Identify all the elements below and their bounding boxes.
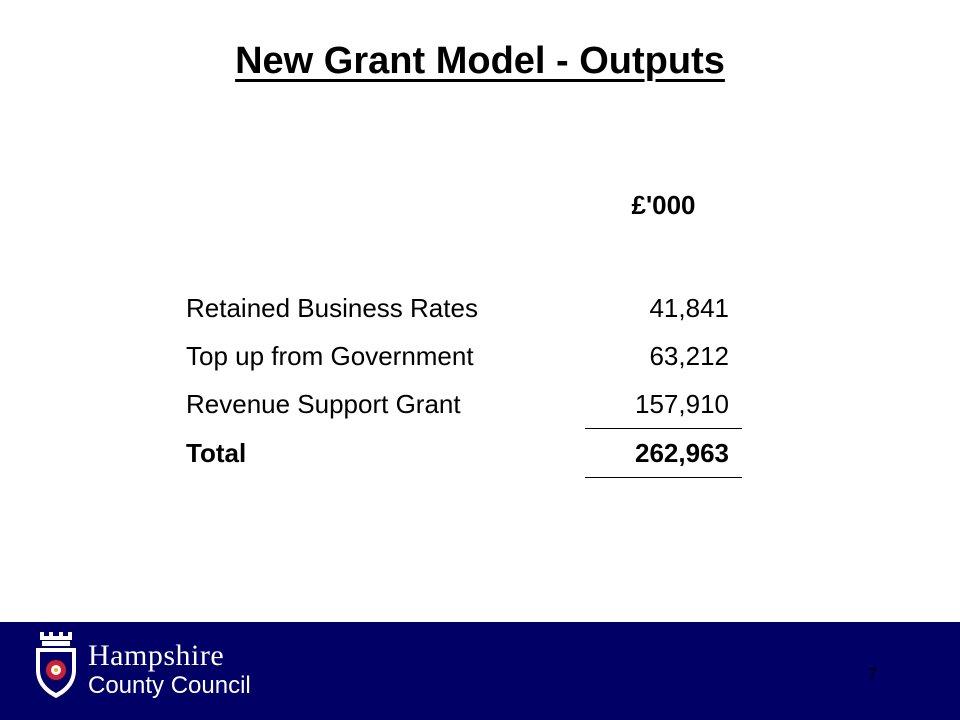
- hampshire-crest-icon: [30, 632, 82, 702]
- grant-table: [186, 284, 742, 478]
- unit-header: £'000: [631, 190, 696, 220]
- slide-title: New Grant Model - Outputs: [235, 40, 725, 82]
- total-row: [186, 429, 742, 478]
- row-label: Retained Business Rates: [186, 292, 478, 323]
- org-name-line1: Hampshire: [88, 639, 225, 672]
- total-label: Total: [186, 437, 247, 468]
- total-value: 262,963: [585, 429, 742, 478]
- org-name: [88, 640, 251, 700]
- org-name-line2: County Council: [88, 672, 251, 699]
- row-value: 41,841: [649, 292, 729, 323]
- table-row: [186, 284, 742, 332]
- row-label: Top up from Government: [186, 340, 474, 371]
- row-label: Revenue Support Grant: [186, 388, 461, 419]
- footer-band: [0, 622, 960, 720]
- table-row: [186, 380, 742, 429]
- row-value: 157,910: [635, 388, 729, 419]
- table-row: [186, 332, 742, 380]
- page-number: 7: [868, 666, 877, 683]
- row-value: 63,212: [649, 340, 729, 371]
